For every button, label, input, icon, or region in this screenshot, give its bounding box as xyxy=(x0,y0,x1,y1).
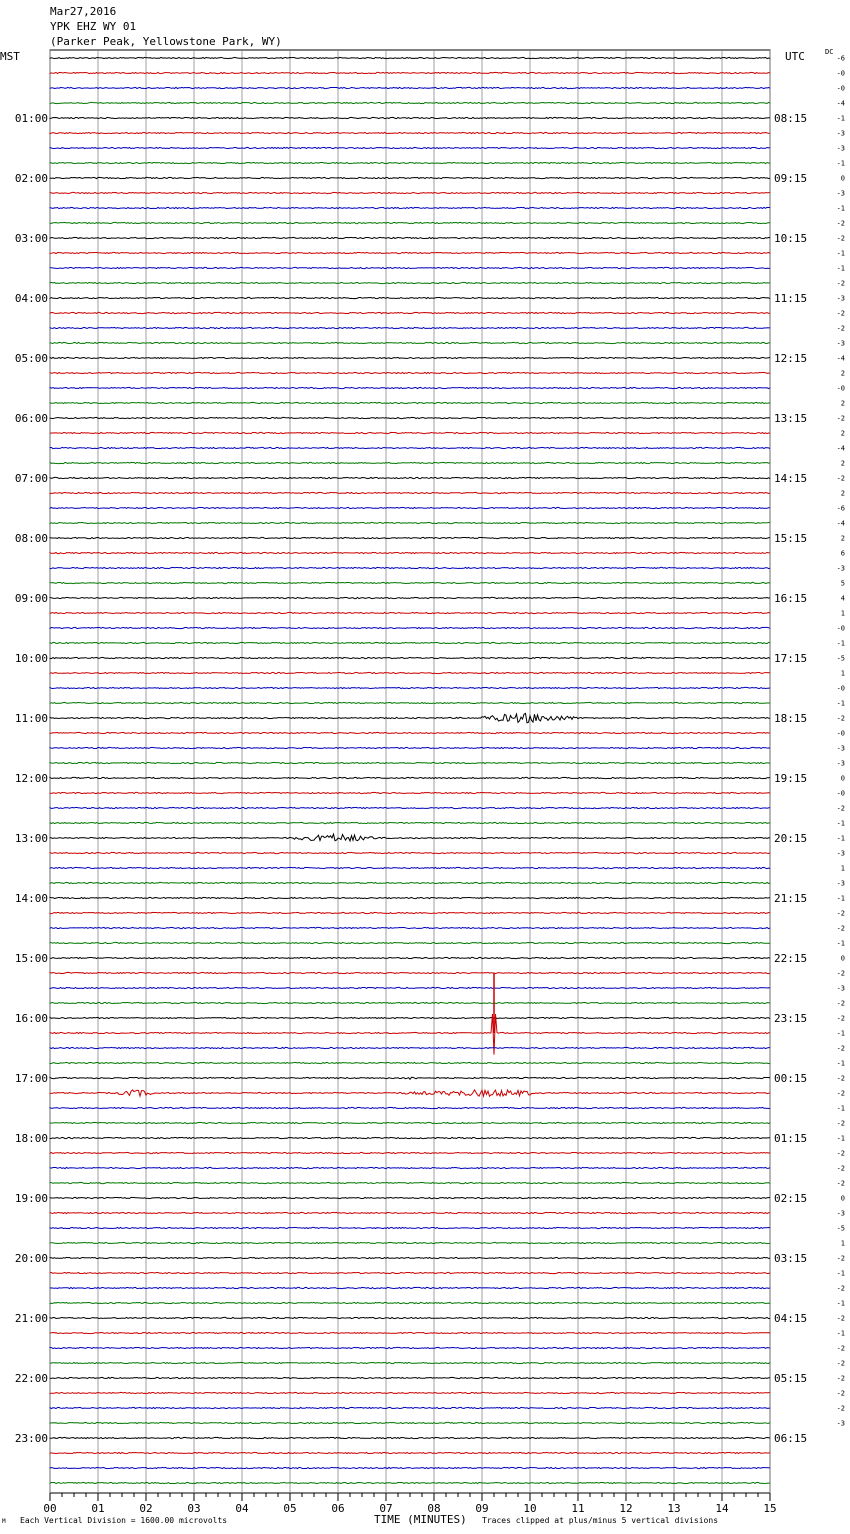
hour-label-mst: 10:00 xyxy=(14,652,48,665)
trace-line xyxy=(50,1272,770,1273)
dc-offset-label: -1 xyxy=(836,1104,845,1113)
x-axis-title: TIME (MINUTES) xyxy=(374,1513,467,1526)
hour-label-utc: 04:15 xyxy=(774,1312,808,1325)
dc-offset-label: -4 xyxy=(836,444,845,453)
trace-line xyxy=(50,462,770,463)
labels xyxy=(15,55,845,1516)
hour-label-utc: 02:15 xyxy=(774,1192,808,1205)
hour-label-mst: 05:00 xyxy=(14,352,48,365)
dc-offset-label: -0 xyxy=(836,684,845,693)
trace-line xyxy=(50,1167,770,1168)
dc-offset-label: 0 xyxy=(840,1194,845,1203)
hour-label-utc: 21:15 xyxy=(774,892,808,905)
trace-line xyxy=(50,1377,770,1378)
trace-line xyxy=(50,87,770,88)
dc-offset-label: -1 xyxy=(836,639,845,648)
dc-offset-label: -4 xyxy=(836,519,845,528)
trace-line xyxy=(50,72,770,73)
hour-label-mst: 20:00 xyxy=(14,1252,48,1265)
trace-line xyxy=(50,1482,770,1483)
dc-offset-label: -2 xyxy=(836,1074,845,1083)
dc-offset-label: -2 xyxy=(836,324,845,333)
trace-line xyxy=(50,57,770,58)
trace-line xyxy=(50,342,770,343)
hour-label-mst: 09:00 xyxy=(14,592,48,605)
trace-line xyxy=(50,1152,770,1153)
trace-line xyxy=(50,582,770,583)
trace-line xyxy=(50,357,770,358)
hour-label-utc: 01:15 xyxy=(774,1132,808,1145)
hour-label-utc: 05:15 xyxy=(774,1372,808,1385)
dc-offset-label: -1 xyxy=(836,249,845,258)
dc-offset-label: 2 xyxy=(840,369,845,378)
trace-line xyxy=(50,147,770,148)
dc-offset-label: -1 xyxy=(836,699,845,708)
trace-line xyxy=(50,1017,770,1018)
trace-line xyxy=(50,1332,770,1333)
trace-line xyxy=(50,1242,770,1243)
dc-offset-label: -1 xyxy=(836,1269,845,1278)
trace-line xyxy=(50,1077,770,1079)
dc-offset-label: -1 xyxy=(836,1329,845,1338)
dc-offset-label: -3 xyxy=(836,189,845,198)
hour-label-mst: 06:00 xyxy=(14,412,48,425)
trace-line xyxy=(50,327,770,328)
dc-offset-label: -3 xyxy=(836,294,845,303)
hour-label-mst: 16:00 xyxy=(14,1012,48,1025)
hour-label-utc: 16:15 xyxy=(774,592,808,605)
trace-line xyxy=(50,1317,770,1318)
dc-offset-label: 0 xyxy=(840,774,845,783)
dc-offset-label: -2 xyxy=(836,1404,845,1413)
hour-label-utc: 19:15 xyxy=(774,772,808,785)
hour-label-mst: 08:00 xyxy=(14,532,48,545)
hour-label-utc: 13:15 xyxy=(774,412,808,425)
hour-label-mst: 02:00 xyxy=(14,172,48,185)
dc-offset-label: -0 xyxy=(836,729,845,738)
trace-line xyxy=(50,492,770,493)
trace-line xyxy=(50,252,770,253)
trace-line xyxy=(50,192,770,193)
scale-note: Each Vertical Division = 1600.00 microvolts xyxy=(20,1516,228,1525)
dc-offset-label: -2 xyxy=(836,1119,845,1128)
hour-label-utc: 00:15 xyxy=(774,1072,808,1085)
trace-line xyxy=(50,522,770,523)
trace-line xyxy=(50,747,770,748)
trace-line xyxy=(50,1107,770,1108)
dc-offset-label: 6 xyxy=(840,549,845,558)
dc-offset-label: -1 xyxy=(836,1029,845,1038)
corner-mark: M xyxy=(2,1518,6,1525)
trace-line xyxy=(50,822,770,823)
dc-offset-label: -2 xyxy=(836,714,845,723)
trace-line xyxy=(50,972,770,973)
dc-offset-label: -2 xyxy=(836,219,845,228)
hour-label-mst: 17:00 xyxy=(14,1072,48,1085)
hour-label-utc: 17:15 xyxy=(774,652,808,665)
dc-offset-label: -1 xyxy=(836,894,845,903)
trace-line xyxy=(50,1287,770,1288)
hour-label-utc: 18:15 xyxy=(774,712,808,725)
trace-line xyxy=(50,897,770,898)
trace-line xyxy=(50,132,770,133)
dc-offset-label: -0 xyxy=(836,789,845,798)
trace-line xyxy=(50,432,770,433)
dc-label: DC xyxy=(825,48,834,56)
dc-offset-label: -6 xyxy=(836,54,845,63)
trace-line xyxy=(50,1137,770,1138)
hour-label-utc: 09:15 xyxy=(774,172,808,185)
trace-line xyxy=(50,762,770,763)
dc-offset-label: 0 xyxy=(840,174,845,183)
dc-offset-label: -2 xyxy=(836,999,845,1008)
x-tick-label: 09 xyxy=(475,1502,489,1515)
dc-offset-label: -2 xyxy=(836,1359,845,1368)
x-tick-label: 03 xyxy=(187,1502,201,1515)
trace-line xyxy=(50,1212,770,1213)
trace-line xyxy=(50,507,770,508)
trace-line xyxy=(50,417,770,418)
hour-label-mst: 03:00 xyxy=(14,232,48,245)
dc-offset-label: 1 xyxy=(840,864,845,873)
trace-line xyxy=(50,567,770,568)
header-location: (Parker Peak, Yellowstone Park, WY) xyxy=(50,35,282,48)
trace-line xyxy=(50,372,770,373)
trace-line xyxy=(50,1422,770,1423)
hour-label-mst: 22:00 xyxy=(14,1372,48,1385)
hour-label-utc: 12:15 xyxy=(774,352,808,365)
dc-offset-label: 2 xyxy=(840,429,845,438)
trace-line xyxy=(50,1227,770,1228)
trace-line xyxy=(50,642,770,643)
dc-offset-label: 1 xyxy=(840,1239,845,1248)
trace-line xyxy=(50,1182,770,1183)
dc-offset-label: -0 xyxy=(836,624,845,633)
dc-offset-label: -1 xyxy=(836,1299,845,1308)
dc-offset-label: -2 xyxy=(836,1089,845,1098)
dc-offset-label: -3 xyxy=(836,1209,845,1218)
dc-offset-label: -2 xyxy=(836,1254,845,1263)
x-tick-label: 13 xyxy=(667,1502,681,1515)
trace-line xyxy=(50,672,770,673)
plot-frame xyxy=(50,50,770,1493)
header-date: Mar27,2016 xyxy=(50,5,117,18)
dc-offset-label: -1 xyxy=(836,159,845,168)
dc-offset-label: -2 xyxy=(836,1164,845,1173)
clip-note: Traces clipped at plus/minus 5 vertical divisions xyxy=(482,1516,719,1525)
hour-label-utc: 14:15 xyxy=(774,472,808,485)
dc-offset-label: -2 xyxy=(836,1389,845,1398)
trace-line xyxy=(50,657,770,658)
dc-offset-label: 2 xyxy=(840,399,845,408)
trace-line xyxy=(50,957,770,958)
dc-offset-label: -2 xyxy=(836,234,845,243)
dc-offset-label: -3 xyxy=(836,984,845,993)
trace-line xyxy=(50,1362,770,1363)
dc-offset-label: -2 xyxy=(836,279,845,288)
hour-label-mst: 18:00 xyxy=(14,1132,48,1145)
x-tick-label: 00 xyxy=(43,1502,57,1515)
trace-line xyxy=(50,207,770,208)
trace-line xyxy=(50,792,770,793)
hour-label-mst: 21:00 xyxy=(14,1312,48,1325)
trace-line xyxy=(50,927,770,928)
trace-line xyxy=(50,402,770,403)
trace-line xyxy=(50,807,770,808)
trace-line xyxy=(50,537,770,538)
hour-label-utc: 10:15 xyxy=(774,232,808,245)
trace-line xyxy=(50,177,770,178)
right-axis-title: UTC xyxy=(785,50,805,63)
dc-offset-label: -2 xyxy=(836,909,845,918)
dc-offset-label: -3 xyxy=(836,759,845,768)
trace-line xyxy=(50,834,770,841)
hour-label-utc: 15:15 xyxy=(774,532,808,545)
dc-offset-label: -2 xyxy=(836,1179,845,1188)
trace-line xyxy=(50,447,770,448)
trace-line xyxy=(50,1467,770,1468)
trace-line xyxy=(50,627,770,628)
hour-label-mst: 12:00 xyxy=(14,772,48,785)
dc-offset-label: -2 xyxy=(836,1044,845,1053)
dc-offset-label: 2 xyxy=(840,459,845,468)
hour-label-mst: 15:00 xyxy=(14,952,48,965)
trace-line xyxy=(50,552,770,553)
dc-offset-label: -4 xyxy=(836,354,845,363)
dc-offset-label: 5 xyxy=(840,579,845,588)
trace-line xyxy=(50,1047,770,1048)
x-tick-label: 11 xyxy=(571,1502,585,1515)
dc-offset-label: 2 xyxy=(840,489,845,498)
trace-line xyxy=(50,477,770,478)
left-axis-title: MST xyxy=(0,50,20,63)
dc-offset-label: -2 xyxy=(836,1344,845,1353)
trace-line xyxy=(50,1122,770,1123)
trace-line xyxy=(50,612,770,613)
trace-line xyxy=(50,713,770,722)
dc-offset-label: -6 xyxy=(836,504,845,513)
hour-label-utc: 08:15 xyxy=(774,112,808,125)
hour-label-utc: 23:15 xyxy=(774,1012,808,1025)
dc-offset-label: -3 xyxy=(836,879,845,888)
trace-line xyxy=(50,1257,770,1258)
hour-label-utc: 20:15 xyxy=(774,832,808,845)
x-tick-label: 02 xyxy=(139,1502,153,1515)
trace-line xyxy=(50,1347,770,1348)
dc-offset-label: -2 xyxy=(836,1149,845,1158)
hour-label-mst: 04:00 xyxy=(14,292,48,305)
dc-offset-label: 1 xyxy=(840,669,845,678)
dc-offset-label: -2 xyxy=(836,924,845,933)
trace-line xyxy=(50,282,770,283)
hour-label-mst: 14:00 xyxy=(14,892,48,905)
x-tick-label: 14 xyxy=(715,1502,729,1515)
dc-offset-label: -2 xyxy=(836,1284,845,1293)
dc-offset-label: -1 xyxy=(836,1059,845,1068)
dc-offset-label: -1 xyxy=(836,939,845,948)
trace-line xyxy=(50,687,770,688)
traces xyxy=(50,57,770,1483)
x-tick-label: 01 xyxy=(91,1502,105,1515)
trace-line xyxy=(50,1197,770,1198)
hour-label-mst: 01:00 xyxy=(14,112,48,125)
hour-label-mst: 19:00 xyxy=(14,1192,48,1205)
dc-offset-label: -2 xyxy=(836,1314,845,1323)
dc-offset-label: -1 xyxy=(836,114,845,123)
trace-line xyxy=(50,312,770,313)
trace-line xyxy=(50,867,770,868)
dc-offset-label: -2 xyxy=(836,474,845,483)
x-tick-label: 12 xyxy=(619,1502,633,1515)
trace-line xyxy=(50,222,770,223)
trace-line xyxy=(50,597,770,598)
hour-label-utc: 06:15 xyxy=(774,1432,808,1445)
dc-offset-label: -2 xyxy=(836,804,845,813)
dc-offset-label: 2 xyxy=(840,534,845,543)
dc-offset-label: -0 xyxy=(836,384,845,393)
trace-line xyxy=(50,912,770,913)
dc-offset-label: 4 xyxy=(840,594,845,603)
trace-line xyxy=(50,1062,770,1063)
dc-offset-label: -3 xyxy=(836,849,845,858)
trace-line xyxy=(50,1002,770,1003)
dc-offset-label: -2 xyxy=(836,969,845,978)
trace-line xyxy=(50,297,770,298)
trace-line xyxy=(50,942,770,943)
dc-offset-label: -5 xyxy=(836,1224,845,1233)
hour-label-utc: 22:15 xyxy=(774,952,808,965)
x-tick-label: 05 xyxy=(283,1502,297,1515)
dc-offset-label: -3 xyxy=(836,1419,845,1428)
hour-label-mst: 07:00 xyxy=(14,472,48,485)
dc-offset-label: 0 xyxy=(840,954,845,963)
trace-line xyxy=(50,237,770,238)
x-tick-label: 07 xyxy=(379,1502,393,1515)
dc-offset-label: -3 xyxy=(836,564,845,573)
x-tick-label: 15 xyxy=(763,1502,777,1515)
dc-offset-label: -0 xyxy=(836,69,845,78)
trace-line xyxy=(50,987,770,988)
dc-offset-label: -1 xyxy=(836,204,845,213)
x-tick-label: 06 xyxy=(331,1502,345,1515)
hour-label-mst: 13:00 xyxy=(14,832,48,845)
trace-line xyxy=(50,1090,770,1096)
dc-offset-label: -4 xyxy=(836,99,845,108)
dc-offset-label: -3 xyxy=(836,339,845,348)
dc-offset-label: -2 xyxy=(836,309,845,318)
hour-label-mst: 11:00 xyxy=(14,712,48,725)
trace-line xyxy=(50,882,770,883)
dc-offset-label: -3 xyxy=(836,129,845,138)
x-tick-label: 10 xyxy=(523,1502,537,1515)
x-tick-label: 04 xyxy=(235,1502,249,1515)
header-station: YPK EHZ WY 01 xyxy=(50,20,137,33)
dc-offset-label: -2 xyxy=(836,414,845,423)
dc-offset-label: -1 xyxy=(836,834,845,843)
dc-offset-label: -1 xyxy=(836,819,845,828)
trace-line xyxy=(50,387,770,388)
x-tick-label: 08 xyxy=(427,1502,441,1515)
dc-offset-label: -0 xyxy=(836,84,845,93)
trace-line xyxy=(50,102,770,103)
dc-offset-label: -2 xyxy=(836,1014,845,1023)
dc-offset-label: 1 xyxy=(840,609,845,618)
trace-line xyxy=(50,852,770,853)
dc-offset-label: -1 xyxy=(836,1134,845,1143)
dc-offset-label: -3 xyxy=(836,744,845,753)
dc-offset-label: -5 xyxy=(836,654,845,663)
dc-offset-label: -2 xyxy=(836,1374,845,1383)
trace-line xyxy=(50,267,770,268)
trace-line xyxy=(50,1452,770,1453)
trace-line xyxy=(50,1392,770,1393)
trace-line xyxy=(50,702,770,703)
trace-line xyxy=(50,732,770,733)
dc-offset-label: -1 xyxy=(836,264,845,273)
trace-line xyxy=(50,117,770,118)
trace-line xyxy=(50,1407,770,1408)
trace-line xyxy=(50,162,770,163)
trace-line xyxy=(50,1302,770,1303)
trace-line xyxy=(50,1437,770,1438)
hour-label-mst: 23:00 xyxy=(14,1432,48,1445)
hour-label-utc: 11:15 xyxy=(774,292,808,305)
trace-line xyxy=(50,777,770,778)
dc-offset-label: -3 xyxy=(836,144,845,153)
hour-label-utc: 03:15 xyxy=(774,1252,808,1265)
